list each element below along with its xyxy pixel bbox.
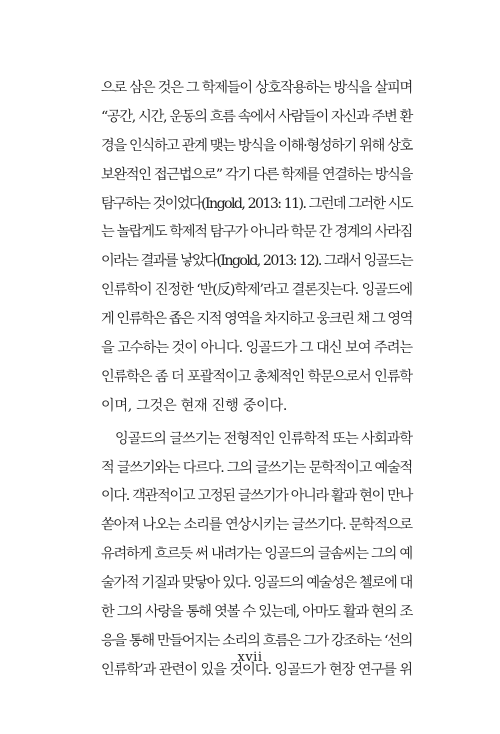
- text-line: 으로 삼은 것은 그 학제들이 상호작용하는 방식을 살피며: [101, 80, 412, 96]
- text-line: 술가적 기질과 맞닿아 있다. 잉골드의 예술성은 첼로에 대: [101, 575, 412, 592]
- text-line: 인류학’과 관련이 있을 것이다. 잉골드가 현장 연구를 위: [101, 661, 413, 678]
- text-line: 잉골드의 글쓰기는 전형적인 인류학적 또는 사회과학: [115, 430, 413, 447]
- text-line: 는 놀랍게도 학제적 탐구가 아니라 학문 간 경계의 사라짐: [101, 224, 412, 241]
- text-line: 유려하게 흐르듯 써 내려가는 잉골드의 글솜씨는 그의 예: [101, 546, 412, 563]
- text-line: 경을 인식하고 관계 맺는 방식을 이해·형성하기 위해 상호: [101, 137, 412, 154]
- text-line: 이라는 결과를 낳았다(Ingold, 2013: 12). 그래서 잉골드는: [101, 253, 412, 270]
- text-line: “공간, 시간, 운동의 흐름 속에서 사람들이 자신과 주변 환: [101, 108, 412, 125]
- text-line: 응을 통해 만들어지는 소리의 흐름은 그가 강조하는 ‘선의: [101, 632, 412, 649]
- text-line: 인류학이 진정한 ‘반(反)학제’라고 결론짓는다. 잉골드에: [101, 282, 412, 299]
- text-line: 인류학은 좀 더 포괄적이고 총체적인 학문으로서 인류학: [101, 368, 412, 385]
- page-number: xvii: [237, 650, 263, 665]
- paragraph: [101, 74, 412, 421]
- text-line: 적 글쓰기와는 다르다. 그의 글쓰기는 문학적이고 예술적: [101, 459, 412, 476]
- text-line: 보완적인 접근법으로” 각기 다른 학제를 연결하는 방식을: [101, 166, 412, 183]
- text-line: 탐구하는 것이었다(Ingold, 2013: 11). 그런데 그러한 시도: [101, 195, 412, 212]
- body-text: [101, 74, 412, 685]
- text-line: 을 고수하는 것이 아니다. 잉골드가 그 대신 보여 주려는: [101, 340, 413, 357]
- paragraph: [101, 425, 412, 685]
- text-line: 쏟아져 나오는 소리를 연상시키는 글쓰기다. 문학적으로: [101, 517, 412, 534]
- text-line: 게 인류학은 좁은 지적 영역을 차지하고 웅크린 채 그 영역: [101, 311, 413, 328]
- text-line: 한 그의 사랑을 통해 엿볼 수 있는데, 아마도 활과 현의 조: [101, 604, 412, 621]
- text-line: 이다. 객관적이고 고정된 글쓰기가 아니라 활과 현이 만나: [101, 488, 412, 505]
- text-line: 이며, 그것은 현재 진행 중이다.: [101, 397, 288, 414]
